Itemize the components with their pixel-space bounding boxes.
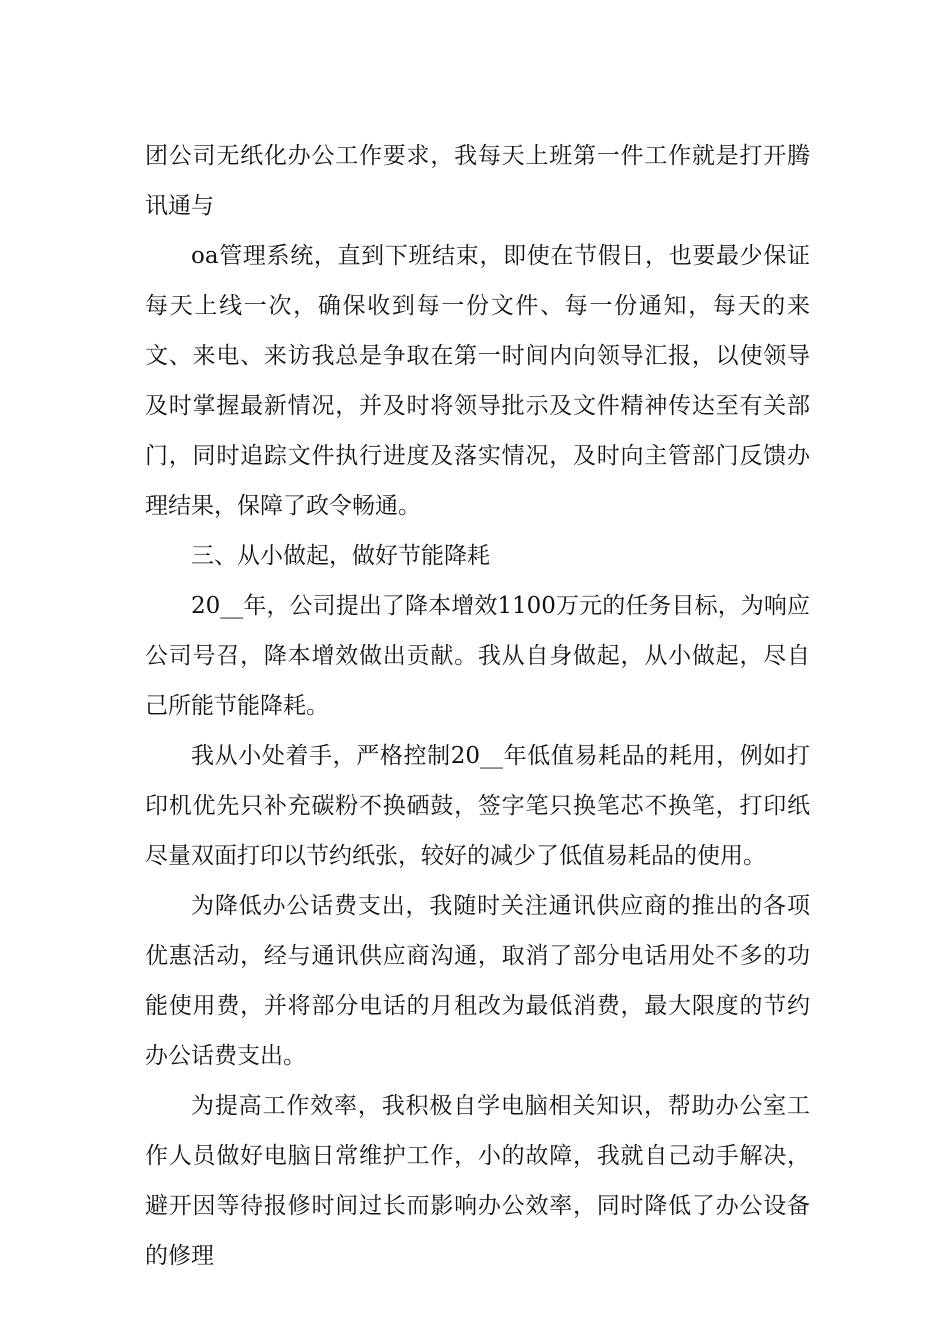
paragraph-6: 为提高工作效率，我积极自学电脑相关知识，帮助办公室工作人员做好电脑日常维护工作，小的故障，我就自己动手解决，避开因等待报修时间过长而影响办公效率，同时降低了办公设备的修理 (145, 1093, 810, 1269)
paragraph-2: oa管理系统，直到下班结束，即使在节假日，也要最少保证每天上线一次，确保收到每一份文件、每一份通知，每天的来文、来电、来访我总是争取在第一时间内向领导汇报，以使领导及时掌握最新情况，并及时将领导批示及文件精神传达至有关部门，同时追踪文件执行进度及落实情况，及时向主管部门反馈办理结果，保障了政令畅通。 (145, 243, 810, 519)
document-body (145, 131, 810, 1281)
paragraph-3: 20__年，公司提出了降本增效1100万元的任务目标，为响应公司号召，降本增效做出贡献。我从自身做起，从小做起，尽自己所能节能降耗。 (145, 593, 810, 719)
paragraph-4: 我从小处着手，严格控制20__年低值易耗品的耗用，例如打印机优先只补充碳粉不换硒鼓，签字笔只换笔芯不换笔，打印纸尽量双面打印以节约纸张，较好的减少了低值易耗品的使用。 (145, 743, 810, 869)
paragraph-1: 团公司无纸化办公工作要求，我每天上班第一件工作就是打开腾讯通与 (145, 143, 810, 219)
section-heading: 三、从小做起，做好节能降耗 (191, 543, 490, 569)
paragraph-5: 为降低办公话费支出，我随时关注通讯供应商的推出的各项优惠活动，经与通讯供应商沟通，取消了部分电话用处不多的功能使用费，并将部分电话的月租改为最低消费，最大限度的节约办公话费支出。 (145, 893, 810, 1069)
